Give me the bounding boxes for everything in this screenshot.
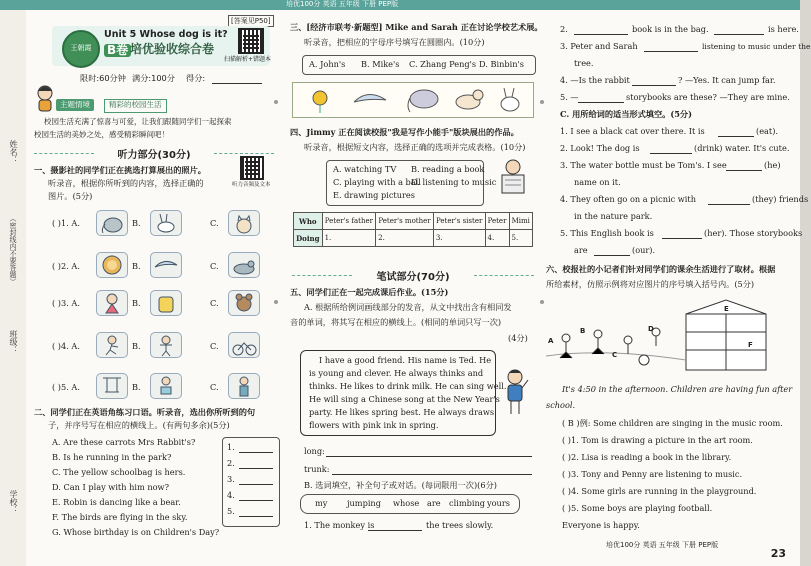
table-answer-cell[interactable]: 4. <box>485 230 509 247</box>
passage-line: party. He likes spring best. He always draws <box>309 407 495 417</box>
boy-running-picture-icon[interactable] <box>96 332 128 358</box>
item-3-number: ( )3. A. <box>52 298 80 308</box>
statement-3[interactable]: ( )3. Tony and Penny are listening to music. <box>562 469 743 479</box>
long-label: long: <box>304 446 325 456</box>
item-5-option-b: B. <box>132 382 141 392</box>
fill-3-start: 3. Peter and Sarah <box>560 41 638 51</box>
elephant-artwork-icon[interactable] <box>398 84 446 114</box>
form-5-blank-2[interactable] <box>594 254 630 256</box>
q2-instruction-2: 子，并序号写在相应的横线上。(有两句多余)(5分) <box>48 420 230 430</box>
schoolbag-picture-icon[interactable] <box>150 290 182 316</box>
logo-text: 王朝霞 <box>70 44 92 52</box>
score-field: 得分: <box>186 73 206 83</box>
rabbit-artwork-icon[interactable] <box>490 86 530 114</box>
part-c-instruction: C. 用所给词的适当形式填空。(5分) <box>560 109 692 119</box>
passage-line: flowers with pink ink in spring. <box>309 420 439 430</box>
form-1-start: 1. I see a black cat over there. It is <box>560 126 705 136</box>
sentence-b: B. Is he running in the park? <box>52 452 172 462</box>
writing-heading: 笔试部分(70分) <box>292 268 534 282</box>
q1-instruction-3: 图片。(5分) <box>48 191 93 201</box>
fill-4-end: ? —Yes. It can jump far. <box>678 75 776 85</box>
long-answer-line[interactable] <box>326 455 532 457</box>
trunk-label: trunk: <box>304 464 330 474</box>
scene-label-b: B <box>580 327 586 335</box>
jimmy-newspaper-icon <box>496 158 530 202</box>
artwork-names-box <box>302 55 536 75</box>
option-b: B. reading a book <box>411 164 485 174</box>
binding-margin <box>0 10 26 566</box>
form-5-mid: (her). Those storybooks <box>704 228 803 238</box>
dog-artwork-icon[interactable] <box>448 86 488 114</box>
item-1-number: ( )1. A. <box>52 218 80 228</box>
table-row <box>294 230 533 247</box>
scene-intro-1: It's 4:50 in the afternoon. Children are having fun after <box>562 384 793 394</box>
q1-instruction-1: 一、摄影社的同学们正在挑选打算展出的照片。 <box>34 165 206 175</box>
name-binbin: D. Binbin's <box>479 59 524 69</box>
page-number: 23 <box>770 547 786 560</box>
family-activity-table <box>293 212 533 247</box>
blank-4-input[interactable] <box>239 499 273 501</box>
table-row <box>294 213 533 230</box>
class-label: 班级： <box>9 330 18 354</box>
seal-line-note: （密封线内不要答题） <box>9 215 17 285</box>
q3-instruction-1: 三、[经济市联考·新题型] Mike and Sarah 正在讨论学校艺术展。 <box>290 22 543 32</box>
girl-picture-icon[interactable] <box>96 290 128 316</box>
closing-sentence: Everyone is happy. <box>562 520 640 530</box>
blank-3-label: 3. <box>227 474 235 484</box>
blank-1-input[interactable] <box>239 451 273 453</box>
table-cell: Doing <box>294 230 323 247</box>
q5-score: (4分) <box>508 333 528 343</box>
fill-3-blank[interactable] <box>644 50 698 52</box>
lion-picture-icon[interactable] <box>96 252 128 278</box>
student-mascot-icon <box>34 84 56 112</box>
q4-instruction-1: 四、Jimmy 正在阅读校报"我是写作小能手"版块展出的作品。 <box>290 127 519 137</box>
form-4-blank[interactable] <box>708 203 750 205</box>
q2-instruction-1: 二、同学们正在英语角练习口语。听录音，选出你所听到的句 <box>34 407 256 417</box>
form-5-start: 5. This English book is <box>560 228 654 238</box>
form-4-cont: in the nature park. <box>574 211 653 221</box>
divider-dot <box>540 100 544 104</box>
qr-code-icon[interactable] <box>238 28 264 54</box>
form-5-end: (our). <box>632 245 656 255</box>
trunk-answer-line[interactable] <box>332 473 532 475</box>
form-1-blank[interactable] <box>718 135 754 137</box>
example-statement: ( B )例: Some children are singing in the music room. <box>562 418 783 428</box>
swing-picture-icon[interactable] <box>96 373 128 399</box>
blank-4-label: 4. <box>227 490 235 500</box>
table-cell: Peter <box>485 213 509 230</box>
table-cell: Mimi <box>509 213 532 230</box>
fill-1-end: the trees slowly. <box>426 520 494 530</box>
girl-reading-picture-icon[interactable] <box>150 373 182 399</box>
item-4-option-c: C. <box>210 341 219 351</box>
seal-picture-icon[interactable] <box>228 252 260 278</box>
passage-line: I have a good friend. His name is Ted. He <box>319 355 492 365</box>
q5-instruction-1: 五、同学们正在一起完成课后作业。(15分) <box>290 287 449 297</box>
scene-label-a: A <box>548 337 554 345</box>
unit-header <box>52 26 270 66</box>
boy-waving-icon <box>500 368 530 418</box>
fill-1-blank[interactable] <box>368 529 422 531</box>
word-whose: whose <box>393 498 420 508</box>
form-3-blank[interactable] <box>726 169 762 171</box>
scene-label-f: F <box>748 341 753 349</box>
blank-3-input[interactable] <box>239 483 273 485</box>
sentence-g: G. Whose birthday is on Children's Day? <box>52 527 220 537</box>
divider-dot <box>274 100 278 104</box>
item-5-number: ( )5. A. <box>52 382 80 392</box>
name-mike: B. Mike's <box>361 59 400 69</box>
fill-2-mid: book is in the bag. <box>632 24 709 34</box>
form-4-start: 4. They often go on a picnic with <box>560 194 696 204</box>
top-strip-text: 培优100分 英语 五年级 下册 PEP版 <box>286 0 399 8</box>
fill-3-end: tree. <box>574 58 594 68</box>
fill-4-start: 4. —Is the rabbit <box>560 75 630 85</box>
bird-artwork-icon[interactable] <box>346 86 394 114</box>
elephant-picture-icon[interactable] <box>96 210 128 236</box>
theme-tag: 主题情境 <box>56 99 94 111</box>
form-4-end: (they) friends <box>752 194 809 204</box>
passage-line: thinks. He likes to drink milk. He can sing well. <box>309 381 507 391</box>
rabbit-picture-icon[interactable] <box>150 210 182 236</box>
statement-4[interactable]: ( )4. Some girls are running in the playground. <box>562 486 757 496</box>
blank-5-input[interactable] <box>239 515 273 517</box>
word-jumping: jumping <box>347 498 381 508</box>
full-score: 满分:100分 <box>132 73 175 83</box>
cat-picture-icon[interactable] <box>228 210 260 236</box>
footer-text: 培优100分 英语 五年级 下册 PEP版 <box>606 541 719 549</box>
form-3-end: (he) <box>764 160 781 170</box>
fill-2-blank-2[interactable] <box>714 33 764 35</box>
table-cell: Peter's mother <box>376 213 434 230</box>
passage-line: He will sing a Chinese song at the New Year's <box>309 394 500 404</box>
brand-logo <box>62 30 100 68</box>
bike-picture-icon[interactable] <box>228 332 260 358</box>
q6-instruction-2: 所给素材，仿照示例将对应图片的序号填入括号内。(5分) <box>546 279 755 289</box>
fill-5-blank[interactable] <box>578 101 624 103</box>
fill-2-start: 2. <box>560 24 568 34</box>
table-answer-cell[interactable]: 2. <box>376 230 434 247</box>
theme-name: 精彩的校园生活 <box>104 99 167 113</box>
passage-line: is young and clever. He always thinks and <box>309 368 484 378</box>
qr-caption: 扫描解析+错题本 <box>224 56 272 63</box>
scene-intro-2: school. <box>546 400 576 410</box>
fill-2-blank-1[interactable] <box>574 33 628 35</box>
name-zhang-peng: C. Zhang Peng's <box>409 59 477 69</box>
divider-dot <box>540 300 544 304</box>
theme-intro-2: 校园生活的美妙之处，感受精彩瞬间吧！ <box>34 130 169 139</box>
fill-2-end: is here. <box>768 24 799 34</box>
item-2-number: ( )2. A. <box>52 261 80 271</box>
word-my: my <box>315 498 328 508</box>
statement-5[interactable]: ( )5. Some boys are playing football. <box>562 503 713 513</box>
item-1-option-c: C. <box>210 218 219 228</box>
sentence-c: C. The yellow schoolbag is hers. <box>52 467 186 477</box>
statement-1[interactable]: ( )1. Tom is drawing a picture in the art room. <box>562 435 753 445</box>
audio-qr-caption: 听力音频及文本 <box>232 182 271 188</box>
fill-4-blank[interactable] <box>632 84 676 86</box>
word-yours: yours <box>487 498 510 508</box>
word-are: are <box>427 498 441 508</box>
fill-5-start: 5. — <box>560 92 579 102</box>
answer-ref-badge: [答案见P50] <box>228 15 274 27</box>
word-climbing: climbing <box>449 498 485 508</box>
paper-label: B卷 <box>104 44 131 57</box>
blank-5-label: 5. <box>227 506 235 516</box>
bird-picture-icon[interactable] <box>150 252 182 278</box>
boy-standing-picture-icon[interactable] <box>228 373 260 399</box>
blank-1-label: 1. <box>227 442 235 452</box>
blank-2-input[interactable] <box>239 467 273 469</box>
table-answer-cell[interactable]: 5. <box>509 230 532 247</box>
q5-instruction-2: A. 根据所给例词画线部分的发音，从文中找出含有相同发 <box>304 302 512 312</box>
fill-5-end: storybooks are these? —They are mine. <box>626 92 790 102</box>
paper-title: 培优验收综合卷 <box>130 42 215 56</box>
sentence-e: E. Robin is dancing like a bear. <box>52 497 181 507</box>
item-2-option-b: B. <box>132 261 141 271</box>
score-blank[interactable] <box>212 82 262 84</box>
sunflower-artwork-icon[interactable] <box>296 86 344 114</box>
name-label: 姓名： <box>9 140 18 164</box>
statement-2[interactable]: ( )2. Lisa is reading a book in the library. <box>562 452 732 462</box>
time-limit: 限时:60分钟 <box>80 73 126 83</box>
scene-label-c: C <box>612 351 618 359</box>
q6-instruction-1: 六、校报社的小记者们针对同学们的课余生活进行了取材。根据 <box>546 264 776 274</box>
option-a: A. watching TV <box>333 164 397 174</box>
sentence-d: D. Can I play with him now? <box>52 482 169 492</box>
table-cell: Peter's sister <box>433 213 485 230</box>
name-john: A. John's <box>309 59 346 69</box>
item-4-option-b: B. <box>132 341 141 351</box>
form-2-end: (drink) water. It's cute. <box>694 143 790 153</box>
boy-dancing-picture-icon[interactable] <box>150 332 182 358</box>
q1-instruction-2: 听录音，根据你所听到的内容，选择正确的 <box>48 178 204 188</box>
item-5-option-c: C. <box>210 382 219 392</box>
q5b-instruction: B. 选词填空，补全句子或对话。(每词限用一次)(6分) <box>304 480 497 490</box>
school-label: 学校： <box>9 490 18 514</box>
form-3-cont: name on it. <box>574 177 621 187</box>
item-3-option-c: C. <box>210 298 219 308</box>
item-2-option-c: C. <box>210 261 219 271</box>
form-5-cont: are <box>574 245 588 255</box>
divider-dot <box>274 300 278 304</box>
option-c: C. playing with a ball <box>333 177 421 187</box>
audio-qr-icon[interactable] <box>240 156 264 180</box>
scene-label-e: E <box>724 305 729 313</box>
theme-intro-1: 校园生活充满了惊喜与可爱，让我们跟随同学们一起探索 <box>44 117 232 126</box>
q4-instruction-2: 听录音，根据短文内容，选择正确的选项并完成表格。(10分) <box>304 142 526 152</box>
table-answer-cell[interactable]: 1. <box>322 230 376 247</box>
fill-1-start: 1. The monkey is <box>304 520 375 530</box>
listening-heading: 听力部分(30分) <box>34 146 274 160</box>
activity-options-box <box>326 160 497 206</box>
option-e: E. drawing pictures <box>333 190 415 200</box>
option-d: D. listening to music <box>411 177 497 187</box>
form-5-blank-1[interactable] <box>662 237 702 239</box>
item-3-option-b: B. <box>132 298 141 308</box>
sentence-f: F. The birds are flying in the sky. <box>52 512 188 522</box>
table-cell: Who <box>294 213 323 230</box>
form-3-start: 3. The water bottle must be Tom's. I see <box>560 160 727 170</box>
answer-blanks-box <box>222 437 280 527</box>
fill-3-mid: listening to music under the <box>702 42 811 51</box>
q3-instruction-2: 听录音，把相应的字母序号填写在圆圈内。(10分) <box>304 37 485 47</box>
word-bank-box <box>300 494 520 514</box>
reading-passage-box <box>300 350 507 436</box>
top-strip <box>0 0 800 10</box>
table-answer-cell[interactable]: 3. <box>433 230 485 247</box>
table-cell: Peter's father <box>322 213 376 230</box>
scene-label-d: D <box>648 325 654 333</box>
item-4-number: ( )4. A. <box>52 341 80 351</box>
blank-2-label: 2. <box>227 458 235 468</box>
form-2-start: 2. Look! The dog is <box>560 143 640 153</box>
unit-title: Unit 5 Whose dog is it? <box>104 29 228 40</box>
form-1-end: (eat). <box>756 126 779 136</box>
bear-picture-icon[interactable] <box>228 290 260 316</box>
item-1-option-b: B. <box>132 218 141 228</box>
sentence-a: A. Are these carrots Mrs Rabbit's? <box>52 437 196 447</box>
q5-instruction-3: 音的单词，将其写在相应的横线上。(相同的单词只写一次) <box>290 317 502 327</box>
form-2-blank[interactable] <box>650 152 692 154</box>
